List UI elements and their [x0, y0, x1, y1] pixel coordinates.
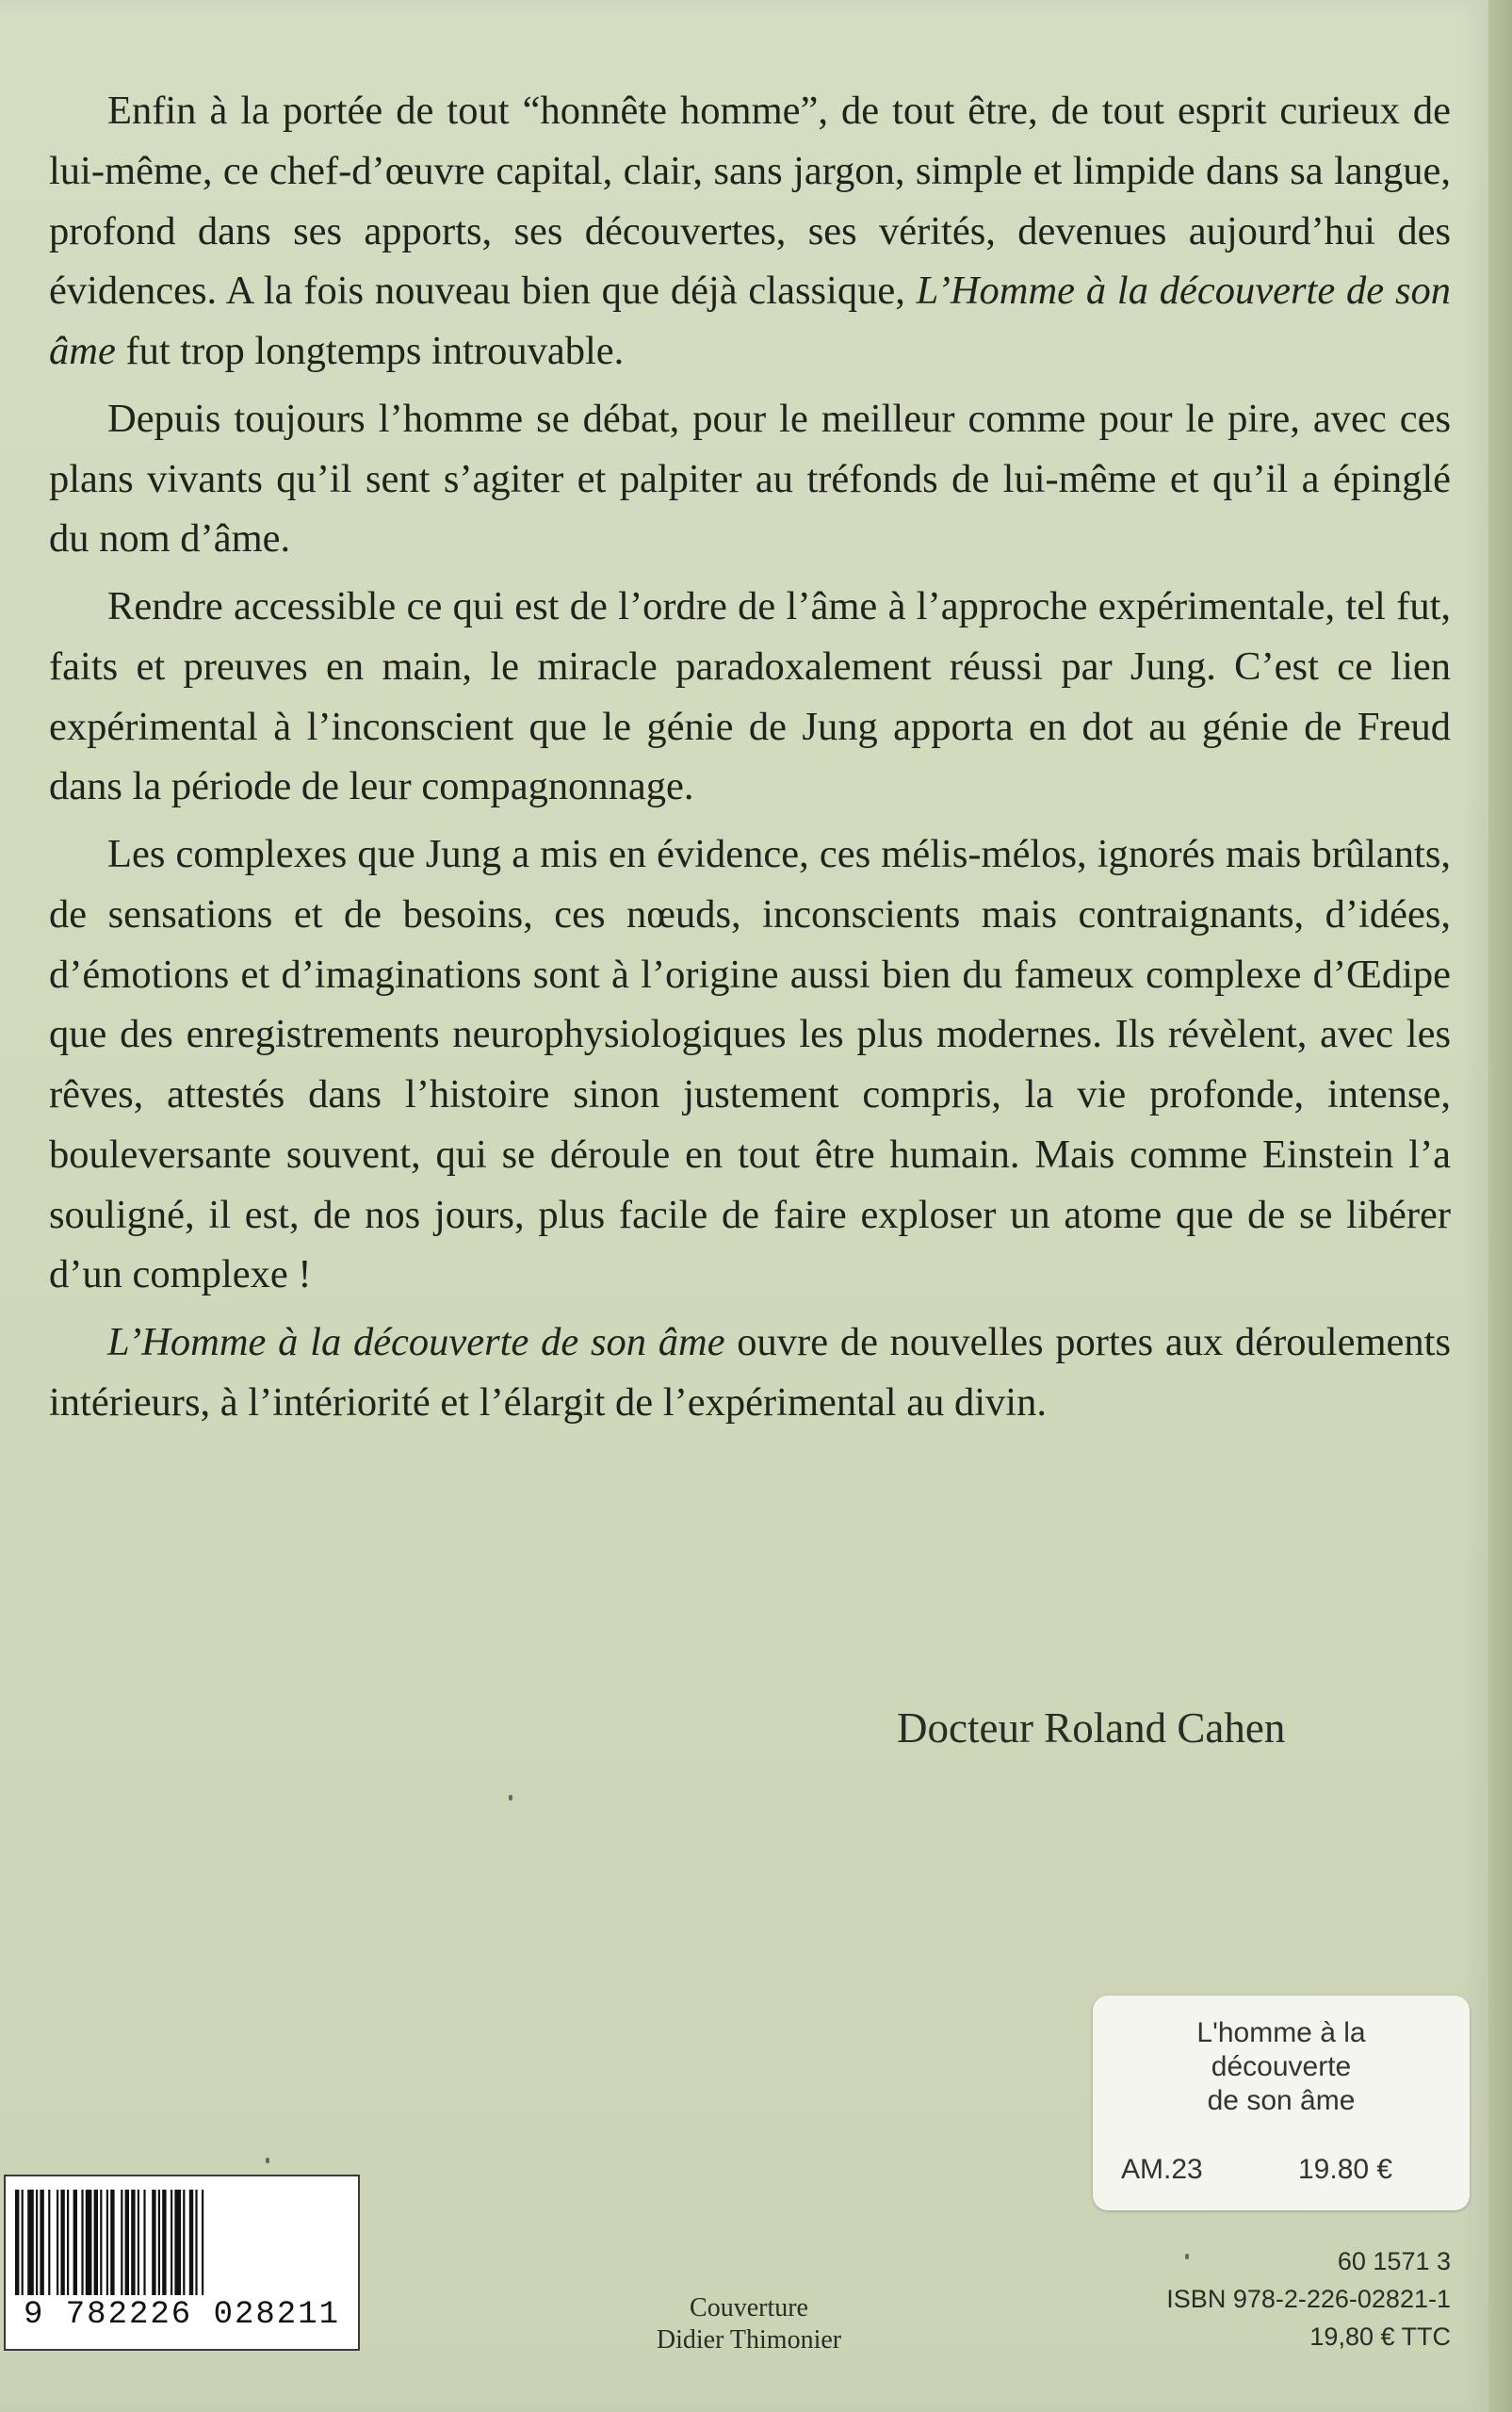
- isbn-number: ISBN 978-2-226-02821-1: [1166, 2285, 1451, 2313]
- barcode-bar: [189, 2190, 193, 2295]
- blurb-text-run: ouvre de nouvelles portes aux déroulements intérieurs, à l’intériorité et l’élargit de l’expérimental au divin.: [49, 1320, 1451, 1425]
- barcode-bar: [158, 2190, 160, 2295]
- author-signature: Docteur Roland Cahen: [897, 1704, 1286, 1752]
- barcode-bar: [22, 2190, 24, 2295]
- sticker-price: 19.80 €: [1298, 2154, 1393, 2185]
- sticker-shelf-code: AM.23: [1121, 2154, 1203, 2185]
- barcode-bar: [48, 2190, 50, 2295]
- barcode-bar: [125, 2190, 129, 2295]
- book-title-reference: L’Homme à la découverte de son âme: [107, 1320, 725, 1364]
- barcode-bar: [94, 2190, 98, 2295]
- barcode-bar: [60, 2190, 64, 2295]
- barcode-bar: [73, 2190, 77, 2295]
- barcode-bar: [67, 2190, 69, 2295]
- barcode-bar: [171, 2190, 172, 2295]
- sticker-title-line: de son âme: [1207, 2085, 1356, 2116]
- sticker-title-line: découverte: [1211, 2051, 1352, 2082]
- blurb-paragraph-3: [49, 577, 1451, 817]
- barcode-bar: [152, 2190, 155, 2295]
- blurb-text-run: Rendre accessible ce qui est de l’ordre de l’âme à l’approche expérimentale, tel fut, faits et preuves en main, le miracle paradoxalement réussi par Jung. C’est ce lien expérimental à l’inconscient que le génie de Jung apporta en dot au génie de Freud dans la période de leur compagnonnage.: [49, 584, 1451, 809]
- barcode-bar: [40, 2190, 43, 2295]
- barcode-bar: [57, 2190, 58, 2295]
- cover-edge: [1488, 0, 1512, 2412]
- blurb-paragraph-5: [49, 1312, 1451, 1433]
- barcode-bar: [36, 2190, 38, 2295]
- barcode-bar: [174, 2190, 181, 2295]
- print-speck: [509, 1795, 512, 1801]
- cover-credit-name: Didier Thimonier: [656, 2325, 842, 2355]
- barcode-bar: [138, 2190, 139, 2295]
- blurb-text-run: fut trop longtemps introuvable.: [115, 329, 625, 373]
- barcode-bar: [195, 2190, 197, 2295]
- barcode-bar: [15, 2190, 19, 2295]
- barcode-bar: [100, 2190, 102, 2295]
- blurb-paragraph-4: [49, 824, 1451, 1305]
- barcode-bars: [13, 2190, 349, 2295]
- barcode-bar: [131, 2190, 135, 2295]
- barcode-bar: [121, 2190, 122, 2295]
- print-speck: [266, 2158, 269, 2163]
- barcode-bar: [86, 2190, 92, 2295]
- barcode-bar: [27, 2190, 34, 2295]
- retail-price: 19,80 € TTC: [1309, 2322, 1451, 2351]
- barcode-bar: [162, 2190, 166, 2295]
- barcode-bar: [81, 2190, 83, 2295]
- publisher-code: 60 1571 3: [1337, 2247, 1451, 2275]
- barcode-bar: [110, 2190, 114, 2295]
- barcode-bar: [106, 2190, 108, 2295]
- blurb-paragraph-1: [49, 81, 1451, 382]
- blurb-text-run: Depuis toujours l’homme se débat, pour le meilleur comme pour le pire, avec ces plans vivants qu’il sent s’agiter et palpiter au tréfonds de lui-même et qu’il a épinglé du nom d’âme.: [49, 396, 1451, 562]
- cover-credit-label: Couverture: [690, 2293, 808, 2322]
- blurb-paragraph-2: [49, 389, 1451, 569]
- barcode-bar: [202, 2190, 203, 2295]
- isbn-block: [1065, 2242, 1451, 2355]
- blurb-text-run: Enfin à la portée de tout “honnête homme”, de tout être, de tout esprit curieux de lui-même, ce chef-d’œuvre capital, clair, sans jargon, simple et limpide dans sa langue, profond dans ses apports, ses découvertes, ses vérités, devenues aujourd’hui des évidences. A la fois nouveau bien que déjà classique,: [49, 89, 1451, 314]
- cover-credit: [608, 2292, 890, 2356]
- barcode-bar: [183, 2190, 185, 2295]
- blurb-text-run: Les complexes que Jung a mis en évidence, ces mélis-mélos, ignorés mais brûlants, de sensations et de besoins, ces nœuds, inconscients mais contraignants, d’idées, d’émotions et d’imaginations sont à l’origine aussi bien du fameux complexe d’Œdipe que des enregistrements neurophysiologiques les plus modernes. Ils révèlent, avec les rêves, attestés dans l’histoire sinon justement compris, la vie profonde, intense, bouleversante souvent, qui se déroule en tout être humain. Mais comme Einstein l’a souligné, il est, de nos jours, plus facile de faire exploser un atome que de se libérer d’un complexe !: [49, 832, 1451, 1297]
- barcode-number: 9 782226 028211: [23, 2297, 341, 2333]
- book-title-reference: L’Homme à la découverte de son âme: [49, 269, 1451, 373]
- sticker-book-title: [1093, 2016, 1470, 2118]
- price-sticker: [1093, 1996, 1470, 2210]
- blurb-text: [49, 81, 1451, 1441]
- barcode: [4, 2175, 360, 2351]
- sticker-title-line: L'homme à la: [1196, 2017, 1366, 2048]
- barcode-bar: [143, 2190, 145, 2295]
